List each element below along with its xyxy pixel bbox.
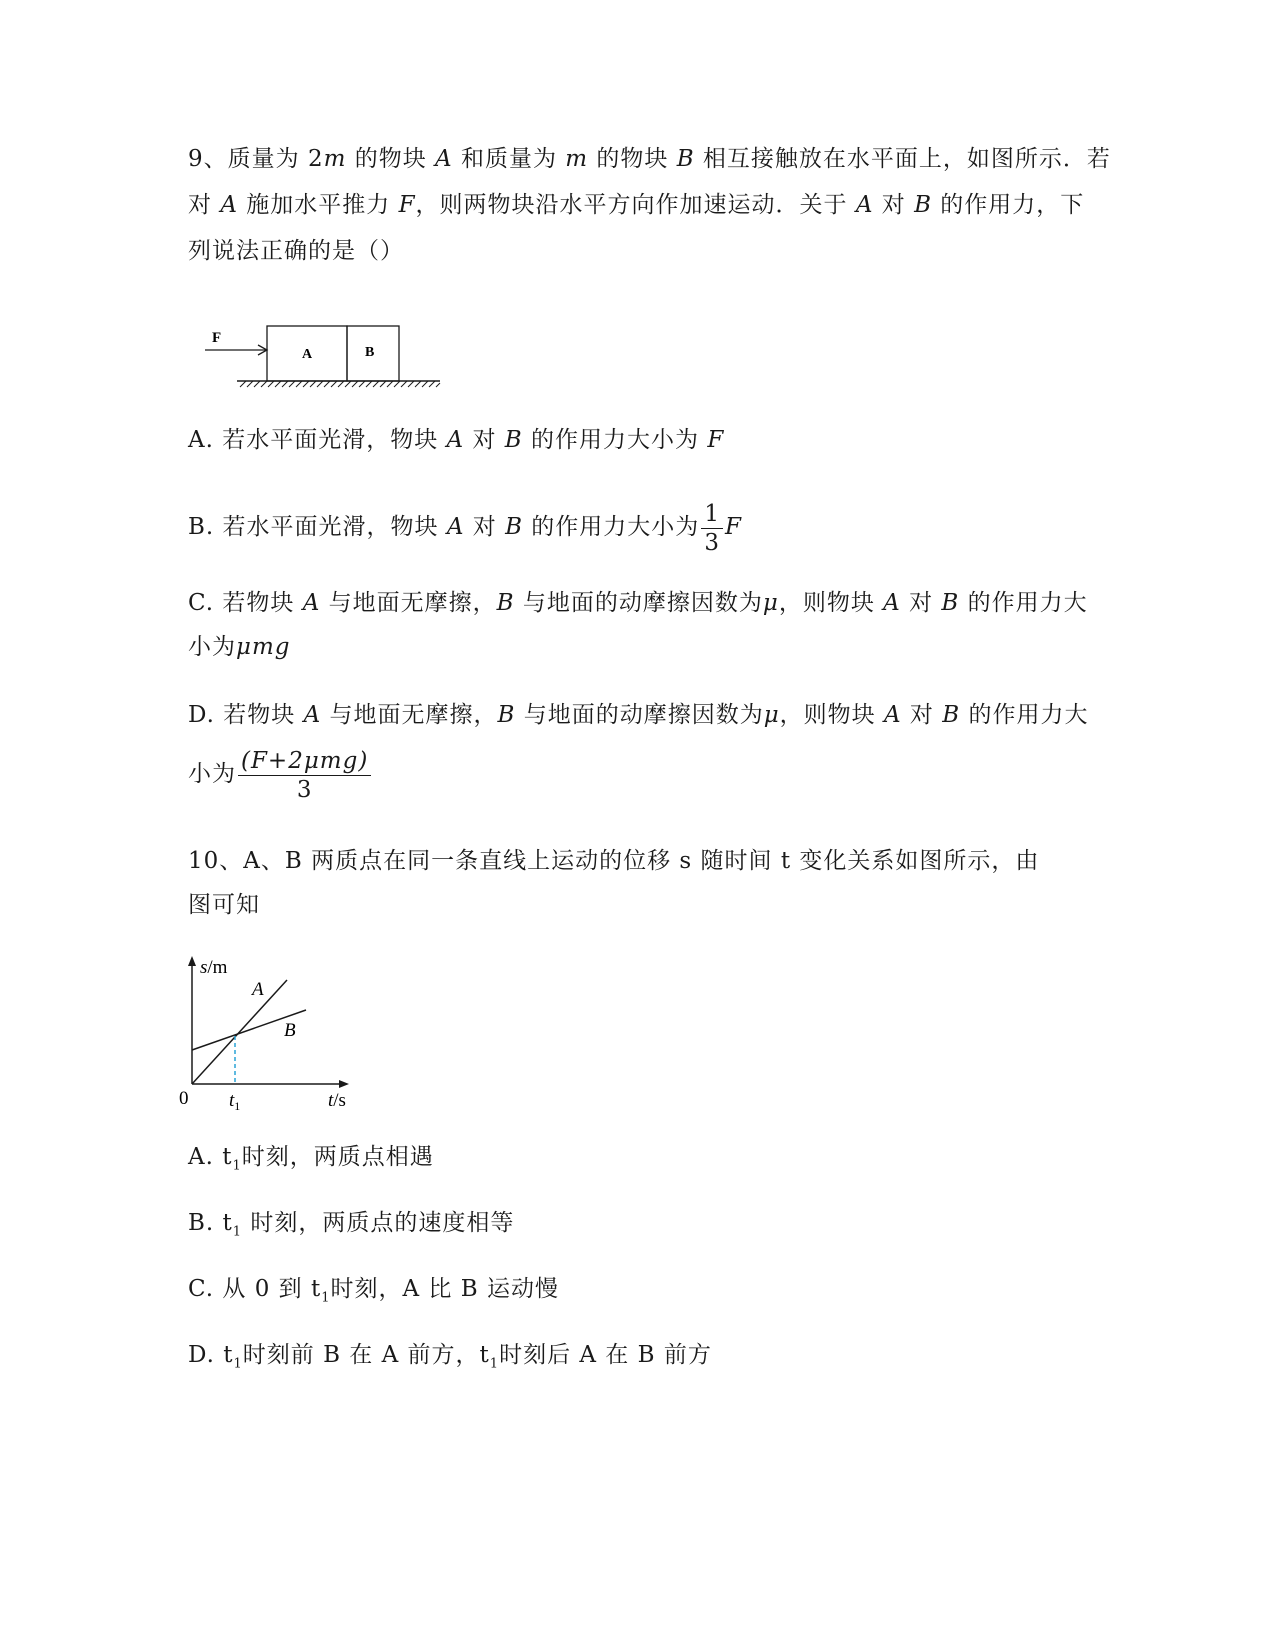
t1-label: $t_1$ (229, 1090, 241, 1113)
line-a-label: A (252, 979, 264, 1000)
line-a (192, 980, 287, 1084)
q9-stem-line2: 对 A 施加水平推力 F，则两物块沿水平方向作加速运动．关于 A 对 B 的作用力，下 (188, 192, 1085, 218)
q9-stem-line1: 9、质量为 2m 的物块 A 和质量为 m 的物块 B 相互接触放在水平面上，如图所示．若 (188, 146, 1111, 172)
ground-hatching (240, 381, 440, 387)
q9-option-a: A. 若水平面光滑，物块 A 对 B 的作用力大小为 F (188, 427, 725, 453)
force-label: F (212, 330, 222, 346)
x-axis-label: t/s (328, 1090, 346, 1111)
q9-option-d-line2: 小为 $\frac{\text{(F+2μmg)}}{3}$ (188, 745, 373, 804)
q9-option-d-line1: D. 若物块 A 与地面无摩擦，B 与地面的动摩擦因数为μ，则物块 A 对 B 的作用力大 (188, 702, 1089, 728)
line-b-label: B (284, 1020, 296, 1041)
q10-st-graph (170, 950, 370, 1115)
q9-stem-line3: 列说法正确的是（） (188, 238, 404, 264)
q10-stem-line2: 图可知 (188, 892, 260, 918)
block-a-label: A (302, 347, 313, 362)
y-axis-label: s/m (200, 957, 228, 978)
q10-option-b: B. $t_1$ 时刻，两质点的速度相等 (188, 1210, 515, 1240)
fraction-one-third: $\frac{1}{3}$ (701, 500, 723, 557)
fraction-d: $\frac{\text{(F+2μmg)}}{3}$ (238, 747, 371, 804)
q10-option-a: A. $t_1$时刻，两质点相遇 (188, 1144, 434, 1174)
q10-option-c: C. 从 0 到 $t_1$时刻，A 比 B 运动慢 (188, 1276, 559, 1306)
q9-option-c-line1: C. 若物块 A 与地面无摩擦，B 与地面的动摩擦因数为μ，则物块 A 对 B 的作用力大 (188, 590, 1088, 616)
q9-option-b: B. 若水平面光滑，物块 A 对 B 的作用力大小为 $\frac{1}{3}$ F (188, 500, 742, 556)
q10-option-d: D. $t_1$时刻前 B 在 A 前方，$t_1$时刻后 A 在 B 前方 (188, 1342, 712, 1372)
block-b-label: B (365, 345, 375, 360)
q10-stem-line1: 10、A、B 两质点在同一条直线上运动的位移 s 随时间 t 变化关系如图所示，由 (188, 848, 1040, 874)
q9-blocks-figure (200, 320, 460, 400)
x-axis-arrow (339, 1080, 349, 1088)
y-axis-arrow (188, 956, 196, 966)
q9-option-c-line2: 小为μmg (188, 634, 291, 660)
origin-label: 0 (179, 1088, 189, 1109)
